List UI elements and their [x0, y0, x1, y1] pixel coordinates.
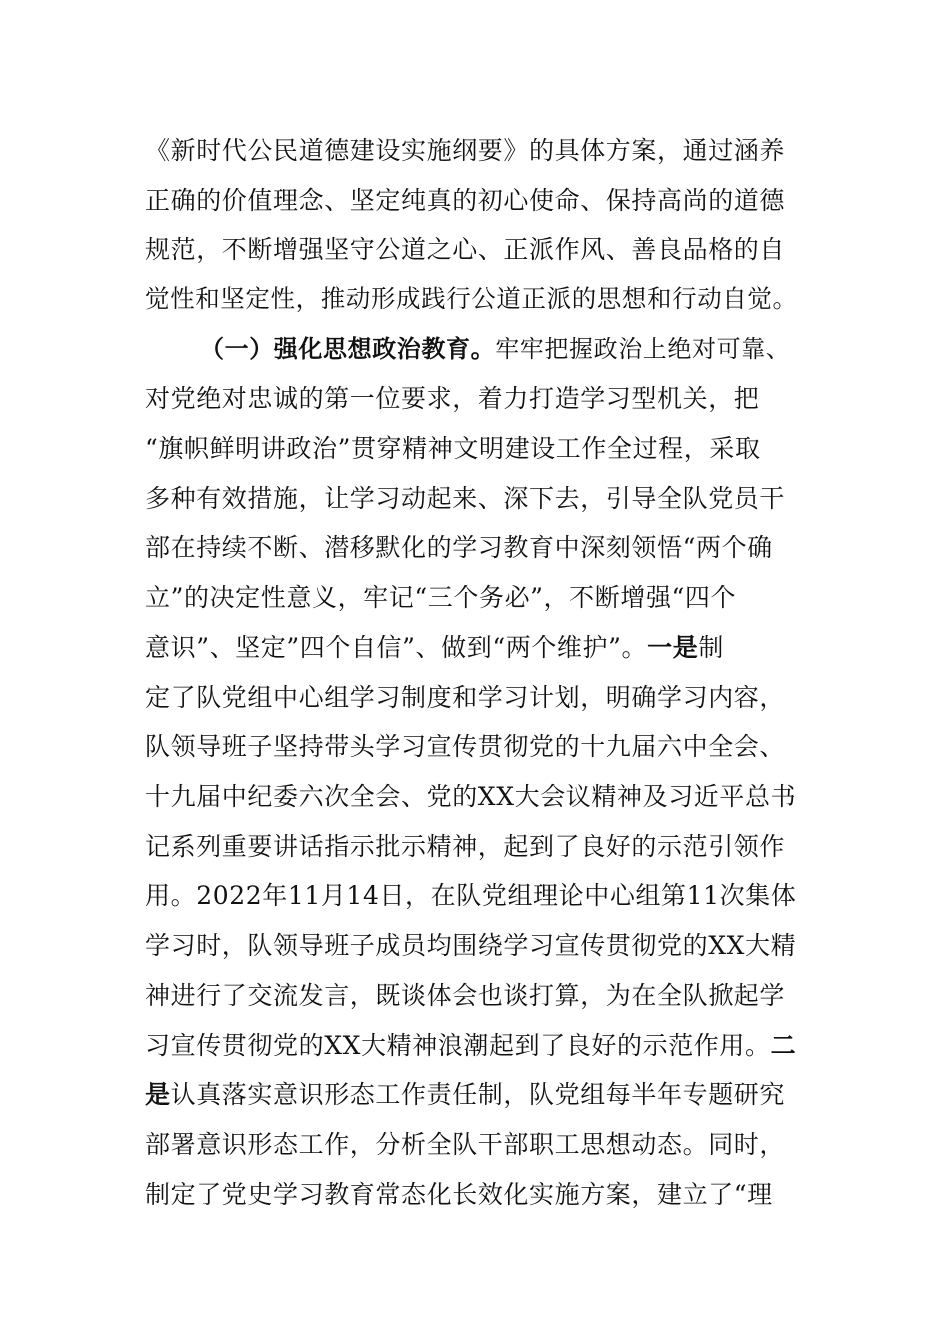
paragraph-line — [145, 673, 785, 723]
emphasis-marker: 二 — [770, 1031, 797, 1060]
text-run: 对党绝对忠诚的第一位要求，着力打造学习型机关，把 — [145, 384, 760, 413]
text-run: 制 — [698, 633, 724, 662]
text-run: 立”的决定性意义，牢记“三个务必”，不断增强“四个 — [145, 583, 737, 612]
paragraph-line — [145, 722, 785, 772]
paragraph-line — [145, 274, 798, 324]
text-run: 记系列重要讲话指示批示精神，起到了良好的示范引领作 — [145, 832, 786, 861]
text-run: 学习时，队领导班子成员均围绕学习宣传贯彻党的XX大精 — [145, 931, 797, 960]
paragraph-line — [145, 1021, 796, 1071]
text-run: 规范，不断增强坚守公道之心、正派作风、善良品格的自 — [145, 235, 786, 264]
paragraph-line — [145, 523, 773, 573]
paragraph-line — [145, 921, 796, 971]
text-run: 定了队党组中心组学习制度和学习计划，明确学习内容， — [145, 683, 786, 712]
paragraph-line — [145, 1120, 785, 1170]
text-run: “旗帜鲜明讲政治”贯穿精神文明建设工作全过程，采取 — [145, 434, 761, 463]
text-run: 正确的价值理念、坚定纯真的初心使命、保持高尚的道德 — [145, 186, 786, 215]
text-run: 意识”、坚定”四个自信”、做到“两个维护”。 — [145, 633, 648, 662]
paragraph-line — [145, 871, 796, 921]
emphasis-marker: 是 — [145, 1080, 171, 1109]
paragraph-line — [145, 573, 736, 623]
section-heading-line — [200, 324, 790, 374]
paragraph-line — [145, 1070, 785, 1120]
emphasis-marker: 一是 — [647, 633, 699, 662]
text-run: 队领导班子坚持带头学习宣传贯彻党的十九届六中全会、 — [145, 732, 786, 761]
text-run: 十九届中纪委六次全会、党的XX大会议精神及习近平总书 — [145, 782, 797, 811]
text-run: 制定了党史学习教育常态化长效化实施方案，建立了“理 — [145, 1180, 773, 1209]
text-run: 习宣传贯彻党的XX大精神浪潮起到了良好的示范作用。 — [145, 1031, 771, 1060]
paragraph-line — [145, 772, 796, 822]
text-run: 用。2022年11月14日，在队党组理论中心组第11次集体 — [145, 881, 797, 910]
text-run: 部署意识形态工作，分析全队干部职工思想动态。同时， — [145, 1130, 786, 1159]
text-run: 多种有效措施，让学习动起来、深下去，引导全队党员干 — [145, 484, 786, 513]
paragraph-line — [145, 225, 785, 275]
paragraph-line — [145, 971, 785, 1021]
paragraph-line — [145, 176, 785, 226]
paragraph-line — [145, 126, 785, 176]
text-run: 神进行了交流发言，既谈体会也谈打算，为在全队掀起学 — [145, 981, 786, 1010]
text-run: 认真落实意识形态工作责任制，队党组每半年专题研究 — [170, 1080, 786, 1109]
paragraph-line — [145, 424, 761, 474]
text-run: 觉性和坚定性，推动形成践行公道正派的思想和行动自觉。 — [145, 284, 798, 313]
paragraph-line — [145, 1170, 773, 1220]
paragraph-line — [145, 374, 759, 424]
paragraph-line — [145, 822, 785, 872]
paragraph-line — [145, 623, 724, 673]
section-heading: （一）强化思想政治教育。 — [200, 335, 496, 363]
text-run: 牢牢把握政治上绝对可靠、 — [495, 335, 791, 363]
paragraph-line — [145, 474, 785, 524]
text-run: 部在持续不断、潜移默化的学习教育中深刻领悟“两个确 — [145, 533, 773, 562]
text-run: 《新时代公民道德建设实施纲要》的具体方案，通过涵养 — [145, 136, 786, 165]
